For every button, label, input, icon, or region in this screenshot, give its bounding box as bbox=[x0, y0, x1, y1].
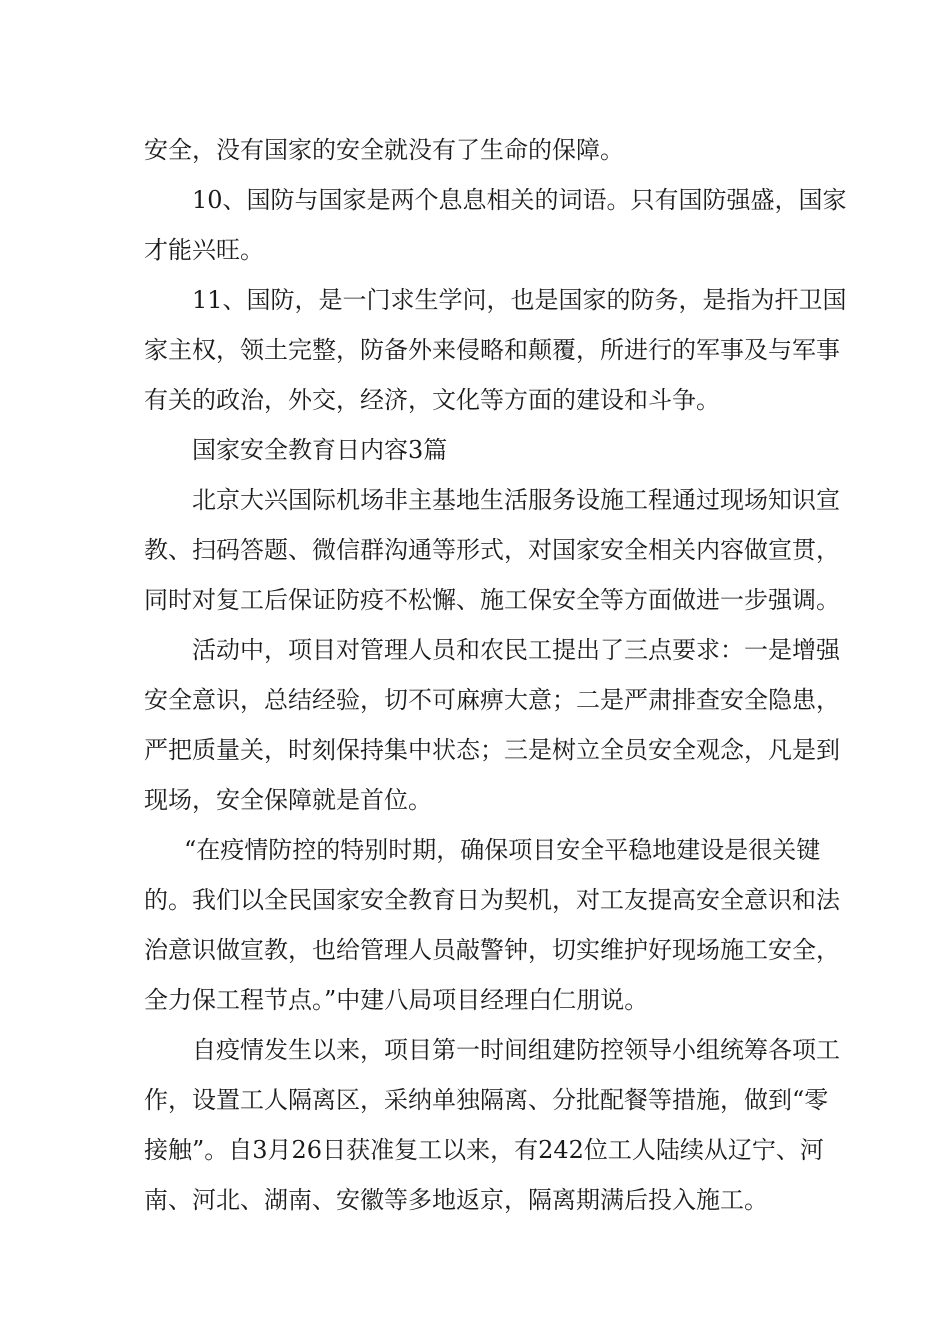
text-line: 的。我们以全民国家安全教育日为契机，对工友提高安全意识和法 bbox=[144, 886, 840, 914]
paragraph-start-line: 活动中，项目对管理人员和农民工提出了三点要求：一是增强 bbox=[192, 636, 840, 664]
text-line: 安全，没有国家的安全就没有了生命的保障。 bbox=[144, 136, 624, 164]
text-line: 家主权，领土完整，防备外来侵略和颠覆，所进行的军事及与军事 bbox=[144, 336, 840, 364]
text-line: 南、河北、湖南、安徽等多地返京，隔离期满后投入施工。 bbox=[144, 1186, 768, 1214]
text-line: 现场，安全保障就是首位。 bbox=[144, 786, 432, 814]
text-line: 作，设置工人隔离区，采纳单独隔离、分批配餐等措施，做到“零 bbox=[144, 1086, 829, 1114]
paragraph-start-line: 11、国防，是一门求生学问，也是国家的防务，是指为扞卫国 bbox=[192, 286, 847, 314]
text-line: 严把质量关，时刻保持集中状态；三是树立全员安全观念，凡是到 bbox=[144, 736, 840, 764]
paragraph-start-line: “在疫情防控的特别时期，确保项目安全平稳地建设是很关键 bbox=[184, 836, 821, 864]
paragraph-start-line: 北京大兴国际机场非主基地生活服务设施工程通过现场知识宣 bbox=[192, 486, 840, 514]
text-line: 全力保工程节点。”中建八局项目经理白仁朋说。 bbox=[144, 986, 649, 1014]
text-line: 接触”。自3月26日获准复工以来，有242位工人陆续从辽宁、河 bbox=[144, 1136, 824, 1164]
text-line: 有关的政治，外交，经济，文化等方面的建设和斗争。 bbox=[144, 386, 720, 414]
text-line: 安全意识，总结经验，切不可麻痹大意；二是严肃排查安全隐患， bbox=[144, 686, 840, 714]
paragraph-start-line: 自疫情发生以来，项目第一时间组建防控领导小组统筹各项工 bbox=[192, 1036, 840, 1064]
text-line: 同时对复工后保证防疫不松懈、施工保安全等方面做进一步强调。 bbox=[144, 586, 840, 614]
section-heading: 国家安全教育日内容3篇 bbox=[192, 436, 448, 464]
text-line: 治意识做宣教，也给管理人员敲警钟，切实维护好现场施工安全， bbox=[144, 936, 840, 964]
text-line: 才能兴旺。 bbox=[144, 236, 264, 264]
paragraph-start-line: 10、国防与国家是两个息息相关的词语。只有国防强盛，国家 bbox=[192, 186, 847, 214]
text-line: 教、扫码答题、微信群沟通等形式，对国家安全相关内容做宣贯， bbox=[144, 536, 840, 564]
